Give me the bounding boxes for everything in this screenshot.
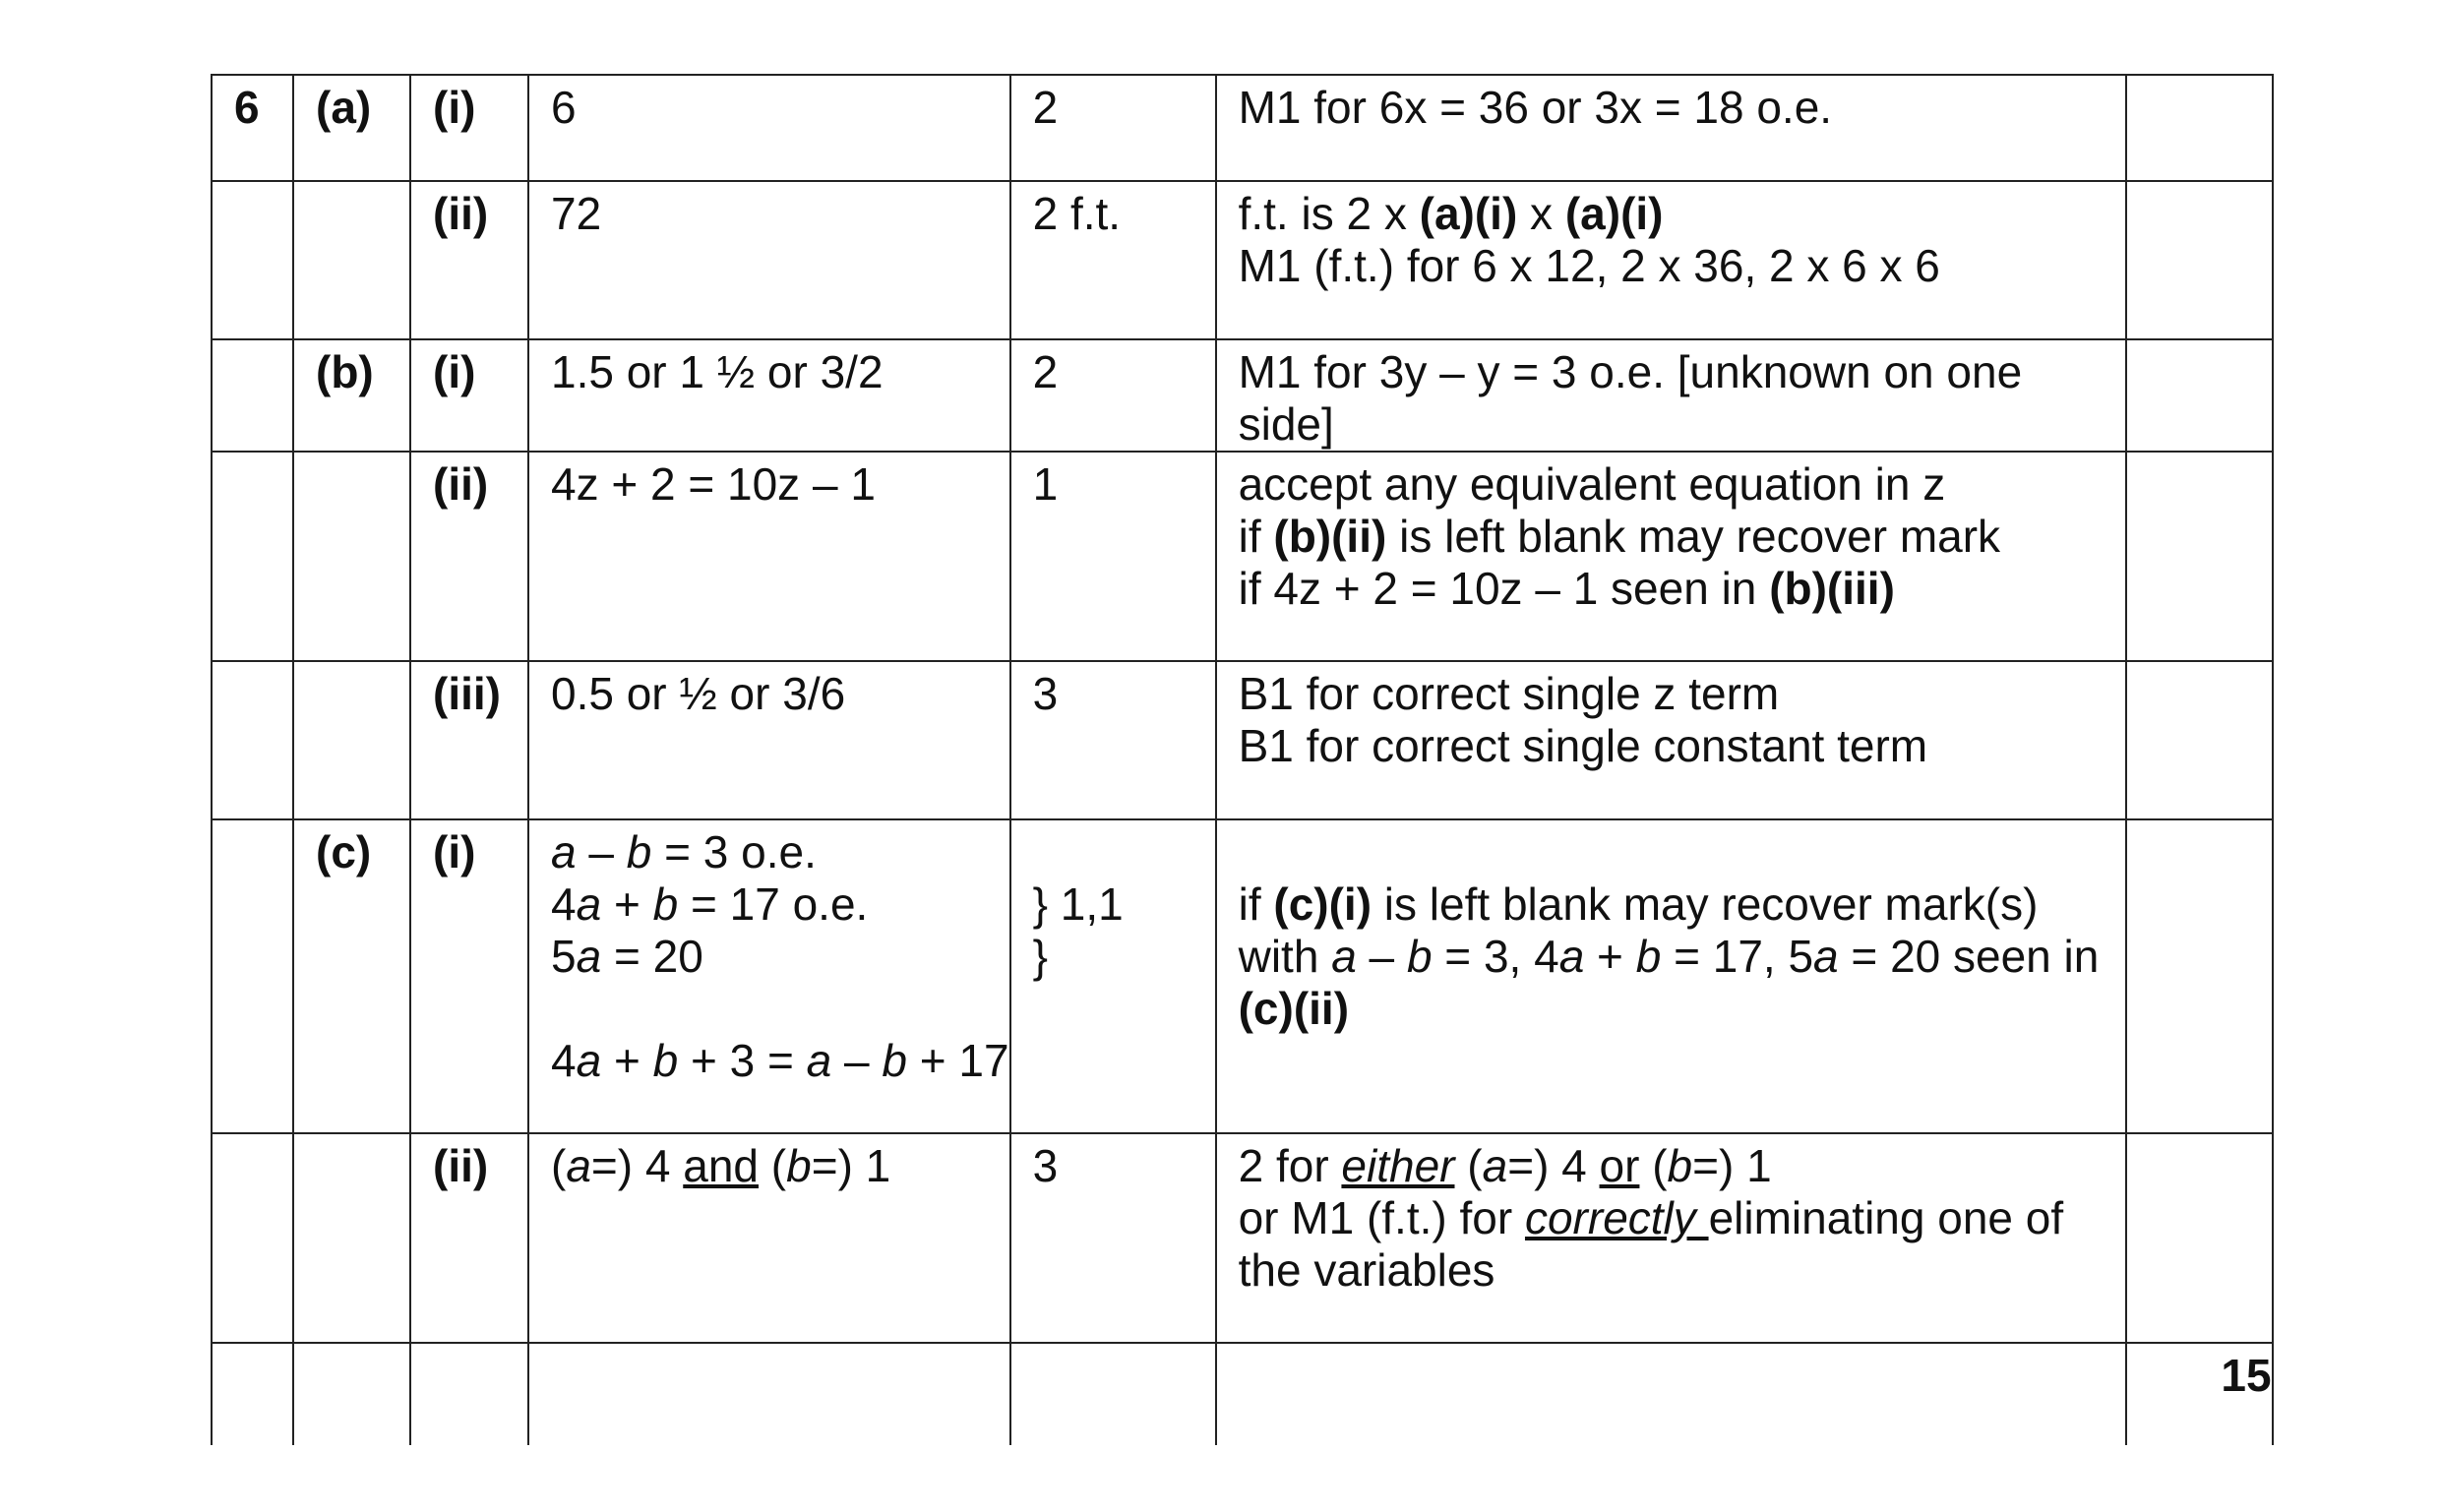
mark-scheme-table	[211, 74, 2274, 1445]
mark-cell: 3	[1010, 1133, 1216, 1343]
question-number: 6	[212, 75, 293, 181]
subpart-label: (ii)	[410, 1133, 528, 1343]
mark-cell: 1	[1010, 452, 1216, 661]
total-cell	[2126, 661, 2273, 819]
total-cell	[2126, 339, 2273, 452]
part-label: (a)	[293, 75, 410, 181]
table-row	[212, 819, 2273, 1133]
table-row	[212, 181, 2273, 339]
table-row	[212, 75, 2273, 181]
question-total: 15	[2126, 1343, 2273, 1445]
answer-cell: 0.5 or ½ or 3/6	[528, 661, 1010, 819]
notes-cell: 2 for either (a=) 4 or (b=) 1 or M1 (f.t.) for correctly eliminating one of the variables	[1216, 1133, 2126, 1343]
answer-cell: 6	[528, 75, 1010, 181]
subpart-label: (iii)	[410, 661, 528, 819]
mark-cell: 2 f.t.	[1010, 181, 1216, 339]
notes-cell: if (c)(i) is left blank may recover mark(s) with a – b = 3, 4a + b = 17, 5a = 20 seen in (c)(ii)	[1216, 819, 2126, 1133]
answer-cell: (a=) 4 and (b=) 1	[528, 1133, 1010, 1343]
answer-cell: 4z + 2 = 10z – 1	[528, 452, 1010, 661]
subpart-label: (i)	[410, 339, 528, 452]
mark-cell: 2	[1010, 75, 1216, 181]
table-row	[212, 452, 2273, 661]
part-label: (c)	[293, 819, 410, 1133]
table-row	[212, 661, 2273, 819]
notes-cell: M1 for 3y – y = 3 o.e. [unknown on one side]	[1216, 339, 2126, 452]
mark-cell: } 1,1 }	[1010, 819, 1216, 1133]
part-label	[293, 452, 410, 661]
notes-cell: accept any equivalent equation in z if (b)(ii) is left blank may recover mark if 4z + 2 = 10z – 1 seen in (b)(iii)	[1216, 452, 2126, 661]
table-row	[212, 1343, 2273, 1445]
total-cell	[2126, 181, 2273, 339]
subpart-label: (i)	[410, 819, 528, 1133]
part-label	[293, 661, 410, 819]
total-cell	[2126, 75, 2273, 181]
notes-cell: M1 for 6x = 36 or 3x = 18 o.e.	[1216, 75, 2126, 181]
answer-cell: a – b = 3 o.e. 4a + b = 17 o.e. 5a = 20 4a + b + 3 = a – b + 17	[528, 819, 1010, 1133]
notes-cell: B1 for correct single z term B1 for correct single constant term	[1216, 661, 2126, 819]
table-row	[212, 339, 2273, 452]
part-label	[293, 1133, 410, 1343]
part-label: (b)	[293, 339, 410, 452]
total-cell	[2126, 1133, 2273, 1343]
mark-cell: 3	[1010, 661, 1216, 819]
total-cell	[2126, 452, 2273, 661]
mark-cell: 2	[1010, 339, 1216, 452]
table-row	[212, 1133, 2273, 1343]
subpart-label: (ii)	[410, 181, 528, 339]
subpart-label: (ii)	[410, 452, 528, 661]
answer-cell: 72	[528, 181, 1010, 339]
subpart-label: (i)	[410, 75, 528, 181]
total-cell	[2126, 819, 2273, 1133]
notes-cell: f.t. is 2 x (a)(i) x (a)(i) M1 (f.t.) for 6 x 12, 2 x 36, 2 x 6 x 6	[1216, 181, 2126, 339]
answer-cell: 1.5 or 1 ½ or 3/2	[528, 339, 1010, 452]
part-label	[293, 181, 410, 339]
